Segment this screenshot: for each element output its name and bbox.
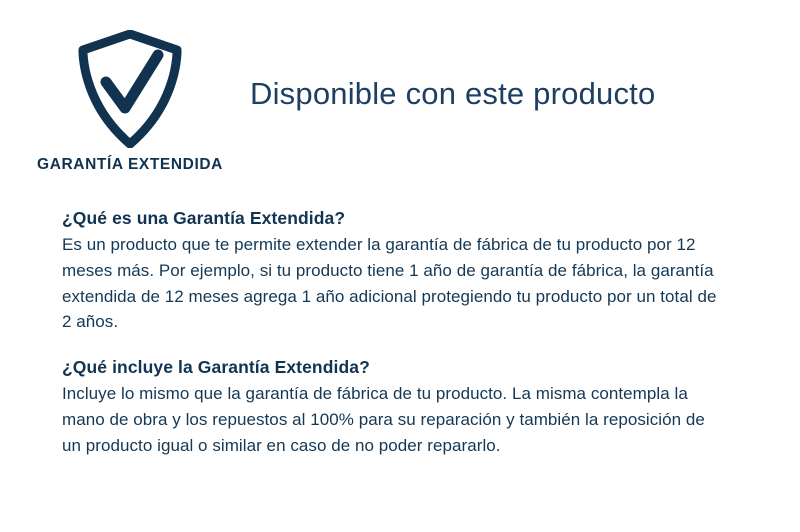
page-title: Disponible con este producto <box>250 75 656 111</box>
content-area <box>0 174 800 459</box>
faq-answer-what-includes: Incluye lo mismo que la garantía de fábrica de tu producto. La misma contempla la mano de obra y los repuestos al 100% para su reparación y también la reposición de un producto igual o similar en caso de no poder repararlo. <box>62 384 705 455</box>
warranty-badge <box>0 30 250 174</box>
faq-question-what-includes: ¿Qué incluye la Garantía Extendida? <box>62 357 370 378</box>
faq-question-what-is: ¿Qué es una Garantía Extendida? <box>62 208 346 228</box>
page-header <box>0 0 800 174</box>
faq-section-what-includes <box>62 357 738 458</box>
badge-caption: GARANTÍA EXTENDIDA <box>37 156 223 173</box>
shield-check-icon <box>76 30 184 148</box>
faq-section-what-is <box>62 208 738 335</box>
faq-answer-what-is: Es un producto que te permite extender la garantía de fábrica de tu producto por 12 meses más. Por ejemplo, si tu producto tiene 1 año de garantía de fábrica, la garantía extendida de 12 meses agrega 1 año adicional protegiendo tu producto por un total de 2 años. <box>62 235 717 332</box>
